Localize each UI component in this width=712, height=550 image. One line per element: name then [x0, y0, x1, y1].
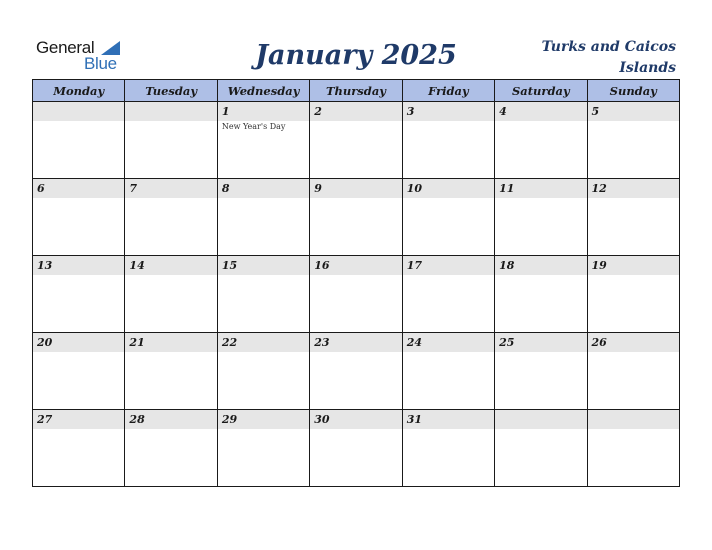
holiday-label: New Year's Day	[221, 122, 286, 131]
day-number: 9	[314, 182, 322, 195]
day-cell	[402, 333, 494, 410]
day-number: 1	[221, 105, 230, 118]
day-number: 10	[406, 182, 422, 195]
day-number: 15	[221, 259, 238, 272]
day-number: 2	[314, 105, 322, 118]
day-cell	[33, 410, 125, 487]
day-cell	[495, 256, 587, 333]
day-cell	[402, 179, 494, 256]
day-cell	[587, 333, 679, 410]
day-cell	[33, 179, 125, 256]
day-cell	[495, 179, 587, 256]
day-number: 14	[129, 259, 145, 272]
day-number: 4	[499, 105, 507, 118]
weekday-header: Friday	[402, 80, 494, 102]
day-cell	[33, 102, 125, 179]
day-number: 28	[129, 413, 145, 426]
day-cell	[33, 333, 125, 410]
weekday-header: Tuesday	[125, 80, 217, 102]
week-row	[33, 256, 680, 333]
day-number: 20	[37, 336, 53, 349]
day-cell	[125, 256, 217, 333]
day-number: 3	[406, 105, 415, 118]
day-cell	[217, 102, 309, 179]
logo-word-blue: Blue	[84, 54, 117, 73]
day-cell	[495, 333, 587, 410]
day-cell	[217, 410, 309, 487]
week-row	[33, 102, 680, 179]
day-number: 19	[591, 259, 607, 272]
day-number: 13	[37, 259, 53, 272]
weekday-header: Saturday	[495, 80, 587, 102]
day-cell	[310, 179, 402, 256]
day-cell	[495, 102, 587, 179]
day-number: 18	[499, 259, 515, 272]
day-number: 25	[499, 336, 515, 349]
day-cell	[33, 256, 125, 333]
day-cell	[217, 179, 309, 256]
day-cell	[587, 410, 679, 487]
day-number: 12	[591, 182, 607, 195]
day-cell	[587, 102, 679, 179]
weekday-header: Monday	[33, 80, 125, 102]
day-number: 21	[129, 336, 145, 349]
day-cell	[125, 410, 217, 487]
day-cell	[217, 333, 309, 410]
day-cell	[125, 333, 217, 410]
week-row	[33, 179, 680, 256]
week-row	[33, 410, 680, 487]
day-number: 11	[499, 182, 515, 195]
weekday-header: Sunday	[587, 80, 679, 102]
weekday-header: Wednesday	[217, 80, 309, 102]
day-number: 8	[221, 182, 230, 195]
day-number: 16	[314, 259, 330, 272]
day-number: 22	[221, 336, 238, 349]
day-cell	[125, 102, 217, 179]
day-number: 5	[591, 105, 600, 118]
day-cell	[587, 179, 679, 256]
weekday-header: Thursday	[310, 80, 402, 102]
day-number: 7	[129, 182, 138, 195]
weekday-header-row	[33, 80, 680, 102]
day-number: 30	[314, 413, 330, 426]
day-cell	[310, 333, 402, 410]
day-number: 23	[314, 336, 330, 349]
day-number: 6	[37, 182, 45, 195]
day-cell	[402, 410, 494, 487]
day-cell	[310, 102, 402, 179]
logo-word-general: General	[36, 38, 95, 57]
day-cell	[310, 256, 402, 333]
day-cell	[402, 102, 494, 179]
day-number: 24	[406, 336, 422, 349]
calendar-title: January 2025	[255, 40, 457, 71]
day-number: 26	[591, 336, 607, 349]
week-row	[33, 333, 680, 410]
day-cell	[310, 410, 402, 487]
day-cell	[587, 256, 679, 333]
day-cell	[125, 179, 217, 256]
day-cell	[402, 256, 494, 333]
region-name: Turks and Caicos Islands	[541, 39, 676, 76]
day-number: 27	[37, 413, 53, 426]
day-number: 29	[221, 413, 238, 426]
day-number: 31	[406, 413, 422, 426]
day-cell	[217, 256, 309, 333]
day-cell	[495, 410, 587, 487]
day-number: 17	[406, 259, 422, 272]
calendar-grid	[32, 79, 680, 487]
